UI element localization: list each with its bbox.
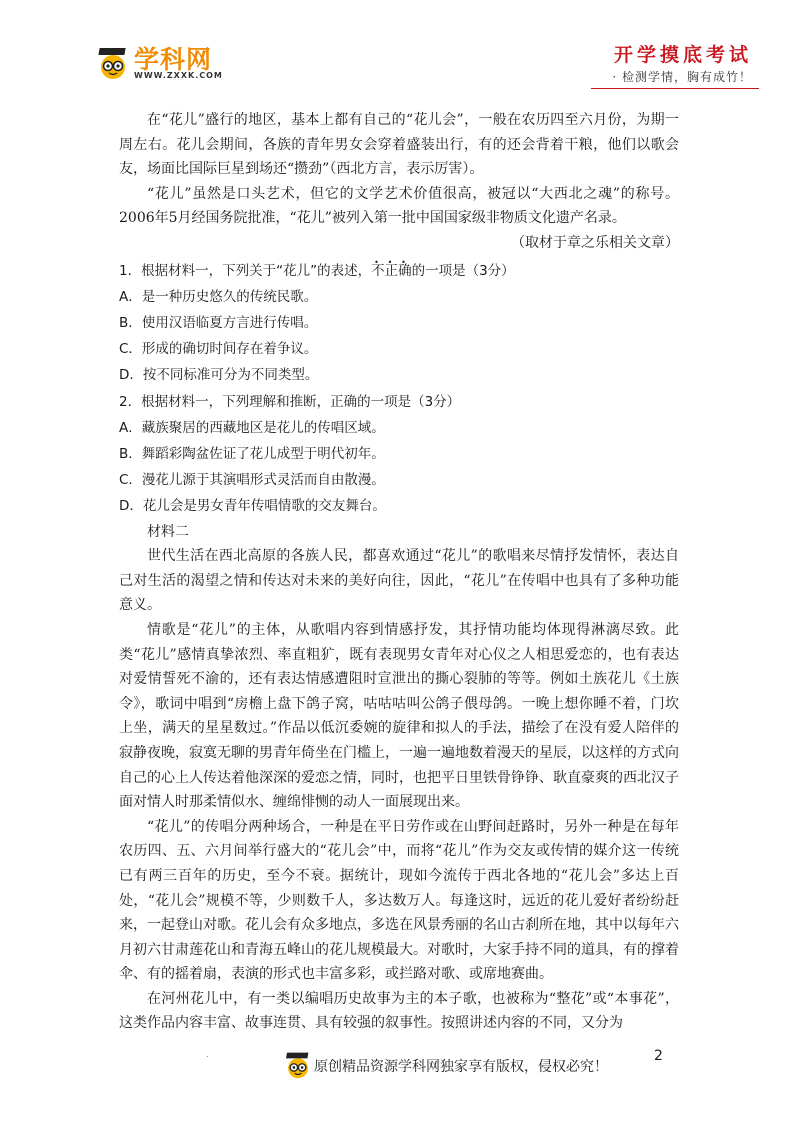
passage1-paragraph: “花儿”虽然是口头艺术，但它的文学艺术价值很高，被冠以“大西北之魂”的称号。2006年5月经国务院批准，“花儿”被列入第一批中国国家级非物质文化遗产名录。	[119, 185, 679, 227]
answer-option: C．形成的确切时间存在着争议。	[119, 341, 318, 358]
question-stem: 1．根据材料一，下列关于“花儿”的表述，不正确的一项是（3分）	[119, 262, 515, 279]
question-2	[119, 389, 679, 520]
mascot-icon	[96, 46, 130, 80]
footer-dot: .	[206, 1050, 209, 1059]
passage2-paragraph: 世代生活在西北高原的各族人民，都喜欢通过“花儿”的歌唱来尽情抒发情怀，表达自己对生活的渴望之情和传达对未来的美好向往，因此，“花儿”在传唱中也具有了多种功能意义。	[119, 548, 679, 614]
answer-option: A．是一种历史悠久的传统民歌。	[119, 288, 318, 305]
passage2-paragraph: 情歌是“花儿”的主体，从歌唱内容到情感抒发，其抒情功能均体现得淋漓尽致。此类“花儿”感情真挚浓烈、率直粗犷，既有表现男女青年对心仪之人相思爱恋的，也有表达对爱情誓死不渝的，还有表达情感遭阻时宣泄出的撕心裂肺的等等。例如土族花儿《土族令》，歌词中唱到“房檐上盘下鸽子窝，咕咕咕叫公鸽子偎母鸽。一晚上想你睡不着，门坎上坐，满天的星星数过。”作品以低沉委婉的旋律和拟人的手法，描绘了在没有爱人陪伴的寂静夜晚，寂寞无聊的男青年倚坐在门槛上，一遍一遍地数着漫天的星辰，以这样的方式向自己的心上人传达着他深深的爱恋之情，同时，也把平日里铁骨铮铮、耿直豪爽的西北汉子面对情人时那柔情似水、缠绵悱恻的动人一面展现出来。	[119, 621, 679, 811]
page-header	[0, 0, 800, 96]
answer-option: D．花儿会是男女青年传唱情歌的交友舞台。	[119, 498, 386, 515]
passage1-paragraph: 在“花儿”盛行的地区，基本上都有自己的“花儿会”，一般在农历四至六月份，为期一周左右。花儿会期间，各族的青年男女会穿着盛装出行，有的还会背着干粮，他们以歌会友，场面比国际巨星到场还“攒劲”（西北方言，表示厉害）。	[119, 112, 679, 178]
tagline-subtitle: · 检测学情，胸有成竹！	[612, 70, 752, 84]
tagline-divider	[591, 88, 759, 89]
document-body	[119, 108, 679, 1036]
mascot-icon	[284, 1051, 312, 1079]
answer-option: B．舞蹈彩陶盆佐证了花儿成型于明代初年。	[119, 445, 385, 462]
passage2-paragraph: “花儿”的传唱分两种场合，一种是在平日劳作或在山野间赶路时，另外一种是在每年农历四、五、六月间举行盛大的“花儿会”中，而将“花儿”作为交友或传情的媒介这一传统已有两三百年的历史，至今不衰。据统计，现如今流传于西北各地的“花儿会”多达上百处，“花儿会”规模不等，少则数千人，多达数万人。每逢这时，远近的花儿爱好者纷纷赶来，一起登山对歌。花儿会有众多地点，多选在风景秀丽的名山古刹所在地，其中以每年六月初六甘肃莲花山和青海五峰山的花儿规模最大。对歌时，大家手持不同的道具，有的撑着伞、有的摇着扇，表演的形式也丰富多彩，或拦路对歌、或席地赛曲。	[119, 818, 679, 983]
question-stem: 2．根据材料一，下列理解和推断，正确的一项是（3分）	[119, 393, 461, 410]
tagline-title: 开学摸底考试	[613, 44, 752, 66]
question-1	[119, 258, 679, 389]
answer-option: A．藏族聚居的西藏地区是花儿的传唱区域。	[119, 419, 385, 436]
source-note: （取材于章之乐相关文章）	[511, 234, 679, 251]
passage2-paragraph: 在河州花儿中，有一类以编唱历史故事为主的本子歌，也被称为“整花”或“本事花”，这类作品内容丰富、故事连贯、具有较强的叙事性。按照讲述内容的不同，又分为	[119, 990, 679, 1032]
page-number: 2	[654, 1048, 663, 1064]
answer-option: B．使用汉语临夏方言进行传唱。	[119, 314, 318, 331]
logo-url: WWW.ZXXK.COM	[134, 71, 223, 80]
answer-option: C．漫花儿源于其演唱形式灵活而自由散漫。	[119, 472, 385, 489]
logo-name: 学科网	[134, 45, 213, 74]
answer-option: D．按不同标准可分为不同类型。	[119, 367, 319, 384]
copyright-notice: 原创精品资源学科网独家享有版权，侵权必究！	[314, 1059, 608, 1075]
section-heading: 材料二	[147, 523, 189, 540]
